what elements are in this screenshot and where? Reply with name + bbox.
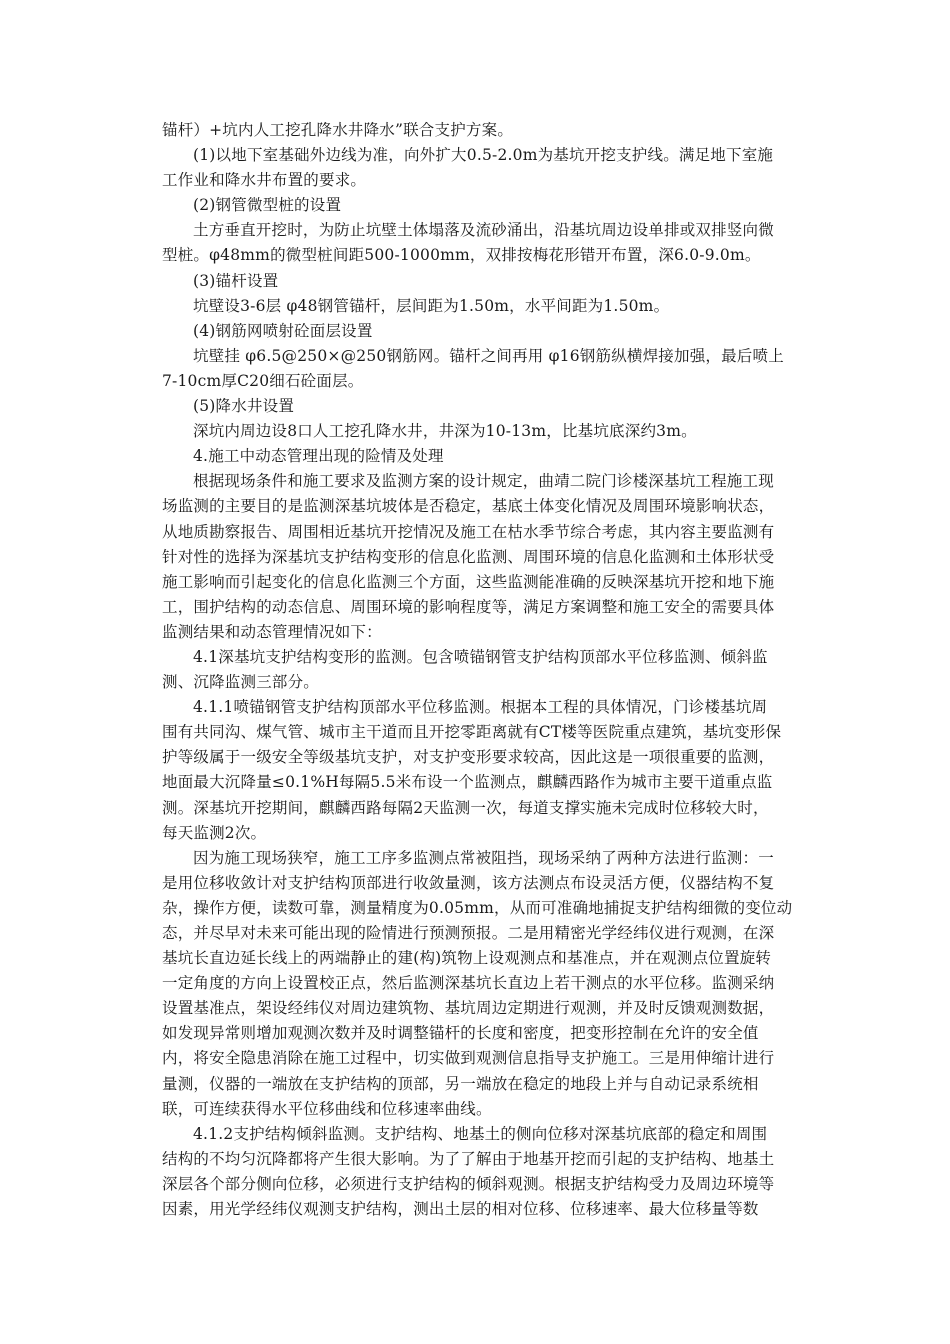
document-body bbox=[162, 118, 794, 1222]
text-line: (4)钢筋网喷射砼面层设置 bbox=[193, 321, 373, 340]
text-line: (5)降水井设置 bbox=[193, 397, 295, 416]
text-line: 坑壁设3-6层 φ48钢管锚杆，层间距为1.50m，水平间距为1.50m。 bbox=[193, 296, 670, 315]
text-line: 态，并尽早对未来可能出现的险情进行预测预报。二是用精密光学经纬仪进行观测，在深 bbox=[162, 924, 775, 942]
text-line: 深坑内周边设8口人工挖孔降水井，井深为10-13m，比基坑底深约3m。 bbox=[193, 422, 697, 441]
text-line: 工作业和降水井布置的要求。 bbox=[162, 171, 367, 190]
text-line: 4.施工中动态管理出现的险情及处理 bbox=[193, 447, 444, 466]
text-line: 坑壁挂 φ6.5@250×@250钢筋网。锚杆之间再用 φ16钢筋纵横焊接加强，最后喷上 bbox=[193, 346, 784, 365]
text-line: 4.1.1喷锚钢管支护结构顶部水平位移监测。根据本工程的具体情况，门诊楼基坑周 bbox=[193, 698, 768, 717]
text-line: 根据现场条件和施工要求及监测方案的设计规定，曲靖二院门诊楼深基坑工程施工现 bbox=[193, 472, 774, 491]
text-line: 量测，仪器的一端放在支护结构的顶部，另一端放在稳定的地段上并与自动记录系统相 bbox=[162, 1074, 759, 1093]
text-line: 围有共同沟、煤气管、城市主干道而且开挖零距离就有CT楼等医院重点建筑，基坑变形保 bbox=[162, 723, 782, 742]
text-line: (1)以地下室基础外边线为准，向外扩大0.5-2.0m为基坑开挖支护线。满足地下室施 bbox=[193, 146, 774, 165]
text-line: 基坑长直边延长线上的两端静止的建(构)筑物上设观测点和基准点，并在观测点位置旋转 bbox=[162, 949, 772, 968]
text-line: 地面最大沉降量≤0.1%H每隔5.5米布设一个监测点，麒麟西路作为城市主要干道重点监 bbox=[162, 773, 773, 792]
text-line: 是用位移收敛计对支护结构顶部进行收敛量测，该方法测点布设灵活方便，仪器结构不复 bbox=[162, 873, 775, 892]
text-line: 如发现异常则增加观测次数并及时调整锚杆的长度和密度，把变形控制在允许的安全值 bbox=[162, 1024, 759, 1043]
text-line: 从地质勘察报告、周围相近基坑开挖情况及施工在枯水季节综合考虑，其内容主要监测有 bbox=[162, 522, 775, 541]
text-line: 设置基准点，架设经纬仪对周边建筑物、基坑周边定期进行观测，并及时反馈观测数据， bbox=[162, 999, 775, 1018]
text-line: 测、沉降监测三部分。 bbox=[162, 673, 320, 692]
text-line: 针对性的选择为深基坑支护结构变形的信息化监测、周围环境的信息化监测和土体形状受 bbox=[162, 547, 775, 566]
text-line: 测。深基坑开挖期间，麒麟西路每隔2天监测一次，每道支撑实施未完成时位移较大时， bbox=[162, 798, 769, 817]
text-line: 土方垂直开挖时，为防止坑壁土体塌落及流砂涌出，沿基坑周边设单排或双排竖向微 bbox=[193, 221, 774, 240]
text-line: 施工影响而引起变化的信息化监测三个方面，这些监测能准确的反映深基坑开挖和地下施 bbox=[162, 572, 775, 591]
text-line: 监测结果和动态管理情况如下： bbox=[162, 622, 382, 641]
text-line: 内，将安全隐患消除在施工过程中，切实做到观测信息指导支护施工。三是用伸缩计进行 bbox=[162, 1049, 775, 1068]
text-line: 4.1.2支护结构倾斜监测。支护结构、地基土的侧向位移对深基坑底部的稳定和周围 bbox=[193, 1124, 768, 1143]
text-line: 锚杆）+坑内人工挖孔降水井降水”联合支护方案。 bbox=[162, 121, 514, 139]
text-line: 场监测的主要目的是监测深基坑坡体是否稳定，基底土体变化情况及周围环境影响状态， bbox=[162, 497, 775, 516]
text-line: (2)钢管微型桩的设置 bbox=[193, 196, 342, 215]
text-line: 因素，用光学经纬仪观测支护结构，测出土层的相对位移、位移速率、最大位移量等数 bbox=[162, 1200, 759, 1219]
text-line: 7-10cm厚C20细石砼面层。 bbox=[162, 371, 364, 390]
text-line: 护等级属于一级安全等级基坑支护，对支护变形要求较高，因此这是一项很重要的监测， bbox=[162, 748, 775, 767]
text-line: 杂，操作方便，读数可靠，测量精度为0.05mm，从而可准确地捕捉支护结构细微的变位动 bbox=[162, 898, 793, 917]
text-line: 型桩。φ48mm的微型桩间距500-1000mm，双排按梅花形错开布置，深6.0-9.0m。 bbox=[162, 246, 761, 265]
text-line: 结构的不均匀沉降都将产生很大影响。为了了解由于地基开挖而引起的支护结构、地基土 bbox=[162, 1149, 775, 1168]
text-line: (3)锚杆设置 bbox=[193, 271, 279, 290]
text-line: 每天监测2次。 bbox=[162, 823, 267, 842]
text-line: 4.1深基坑支护结构变形的监测。包含喷锚钢管支护结构顶部水平位移监测、倾斜监 bbox=[193, 647, 768, 666]
text-line: 深层各个部分侧向位移，必须进行支护结构的倾斜观测。根据支护结构受力及周边环境等 bbox=[162, 1174, 775, 1193]
text-line: 因为施工现场狭窄，施工工序多监测点常被阻挡，现场采纳了两种方法进行监测：一 bbox=[193, 848, 774, 867]
text-line: 一定角度的方向上设置校正点，然后监测深基坑长直边上若干测点的水平位移。监测采纳 bbox=[162, 974, 775, 993]
text-line: 工，围护结构的动态信息、周围环境的影响程度等，满足方案调整和施工安全的需要具体 bbox=[162, 597, 775, 616]
text-line: 联，可连续获得水平位移曲线和位移速率曲线。 bbox=[162, 1099, 492, 1118]
